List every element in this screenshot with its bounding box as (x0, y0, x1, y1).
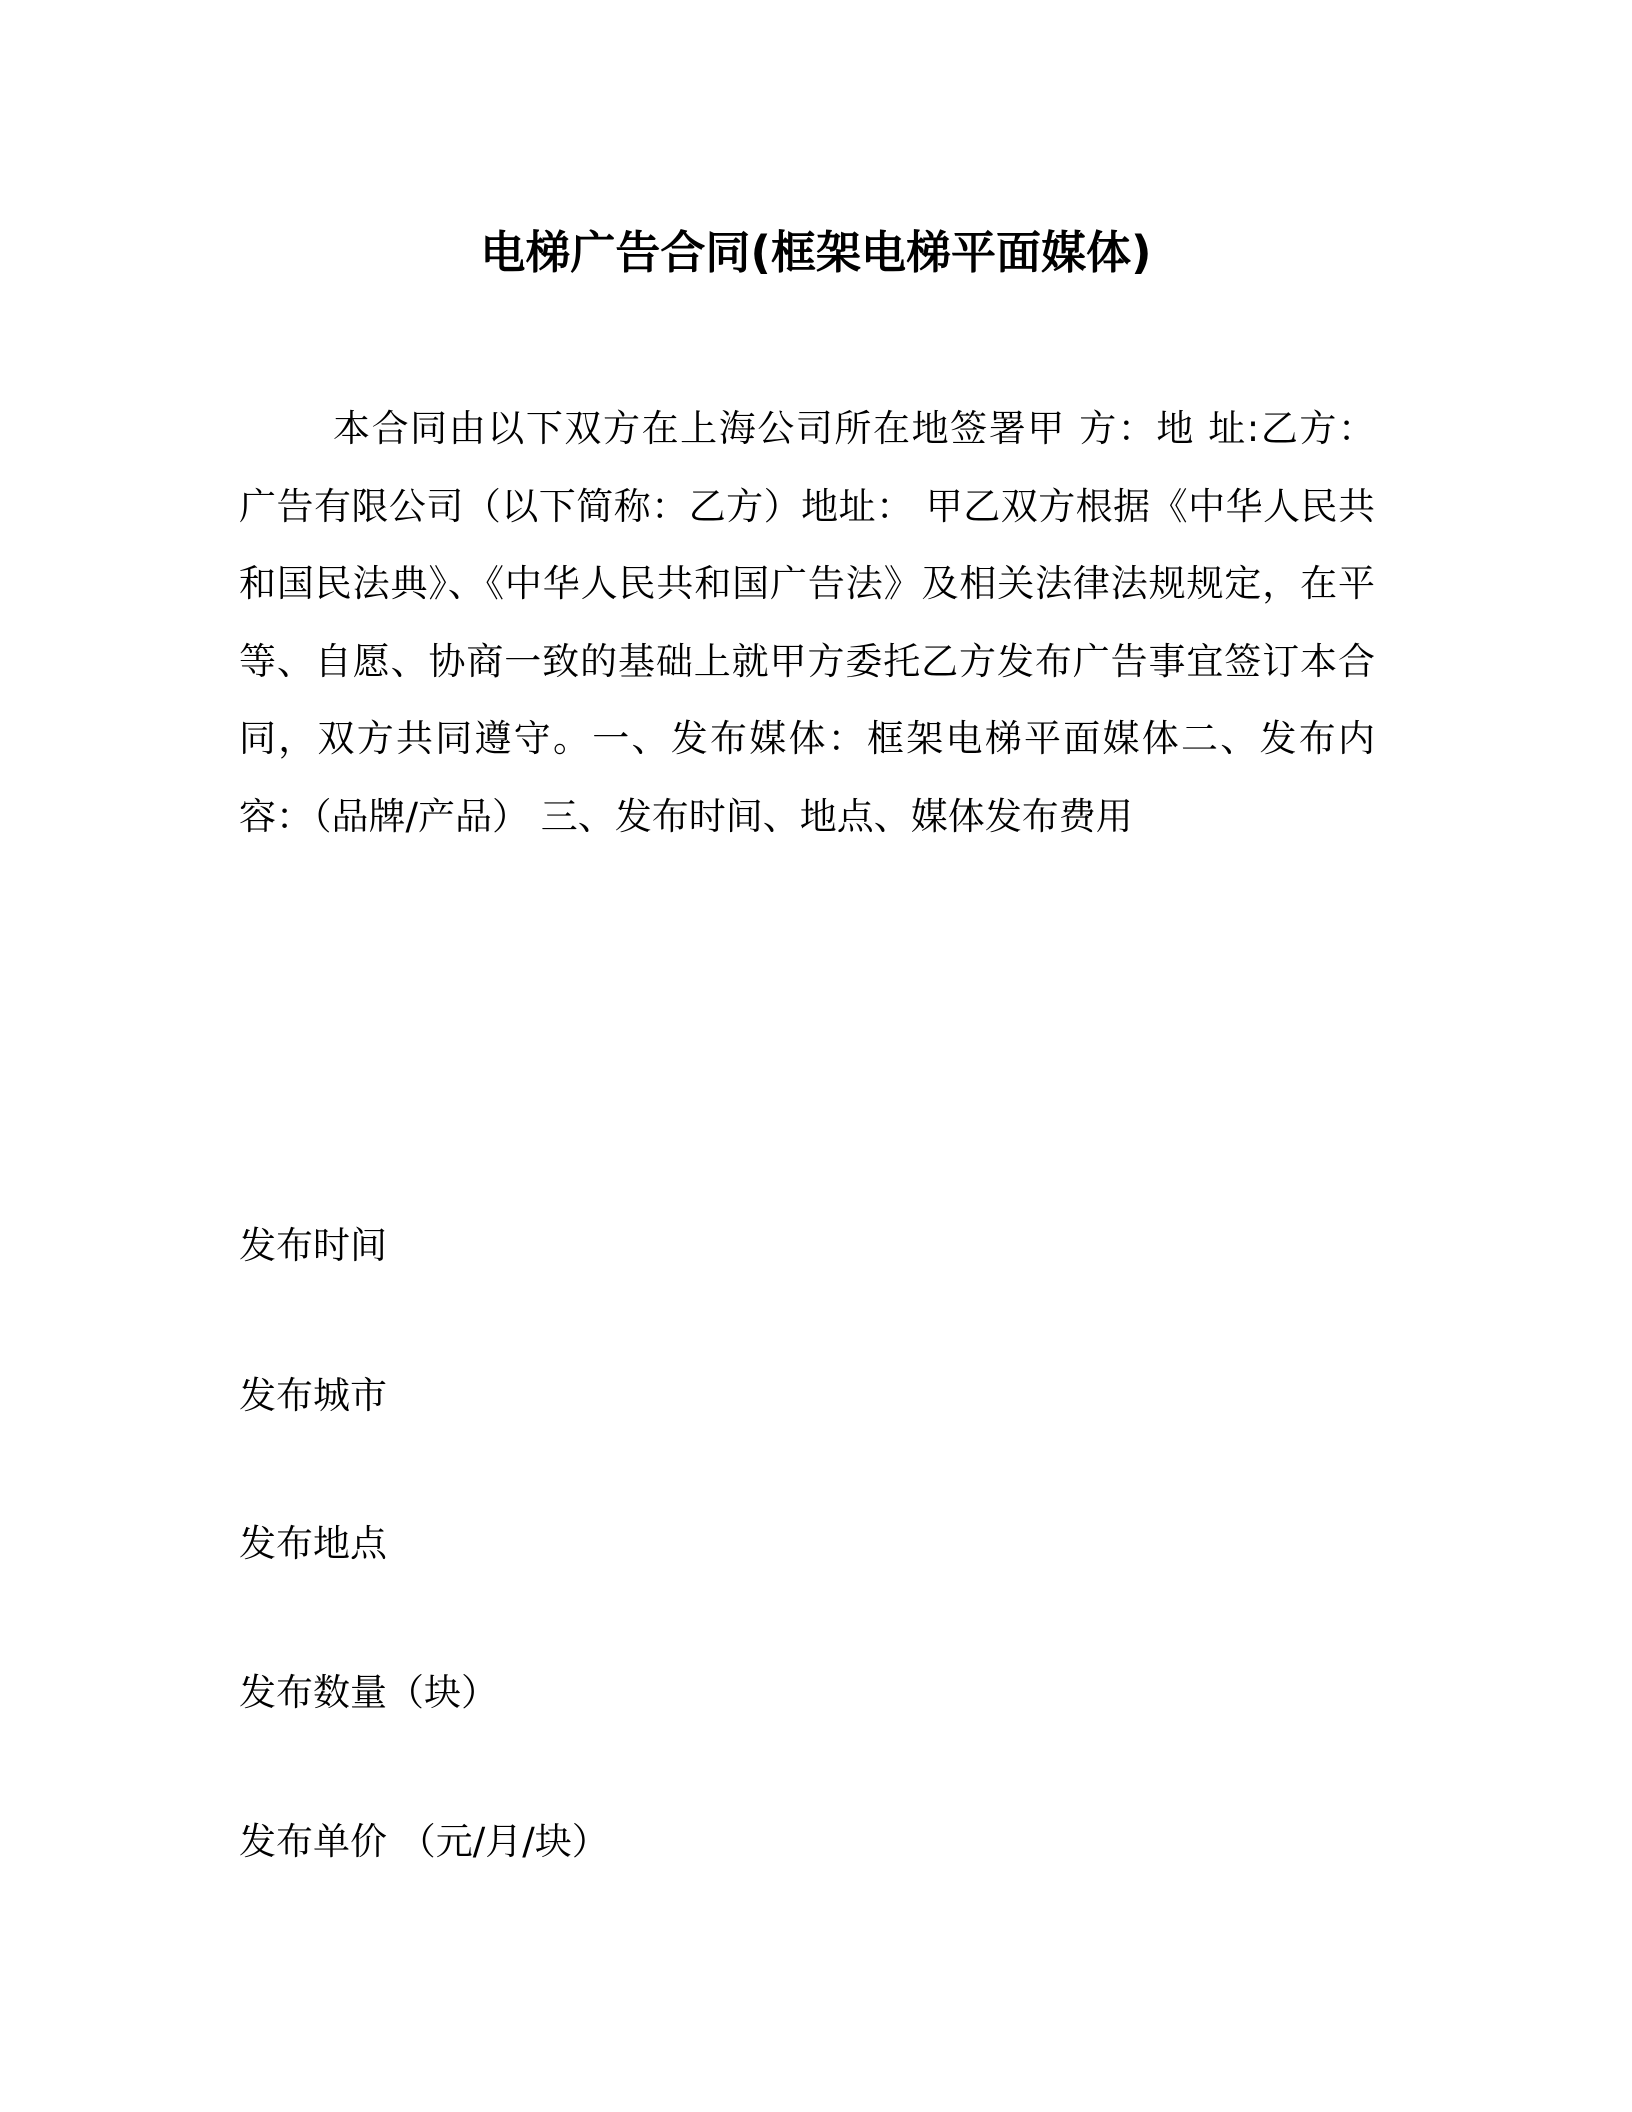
field-publish-quantity: 发布数量（块） (239, 1671, 498, 1714)
field-publish-unit-price: 发布单价 （元/月/块） (239, 1820, 609, 1863)
field-publish-city: 发布城市 (239, 1374, 387, 1417)
document-title: 电梯广告合同(框架电梯平面媒体) (480, 226, 1152, 279)
field-publish-location: 发布地点 (239, 1522, 387, 1565)
field-publish-time: 发布时间 (239, 1224, 387, 1267)
contract-paragraph: 本合同由以下双方在上海公司所在地签署甲 方：地 址:乙方： 广告有限公司（以下简称：乙方）地址： 甲乙双方根据《中华人民共和国民法典》、《中华人民共和国广告法》及相关法律法规规定，在平等、自愿、协商一致的基础上就甲方委托乙方发布广告事宜签订本合同，双方共同遵守。一、发布媒体：框架电梯平面媒体二、发布内容：（品牌/产品） 三、发布时间、地点、媒体发布费用 (239, 407, 1375, 838)
